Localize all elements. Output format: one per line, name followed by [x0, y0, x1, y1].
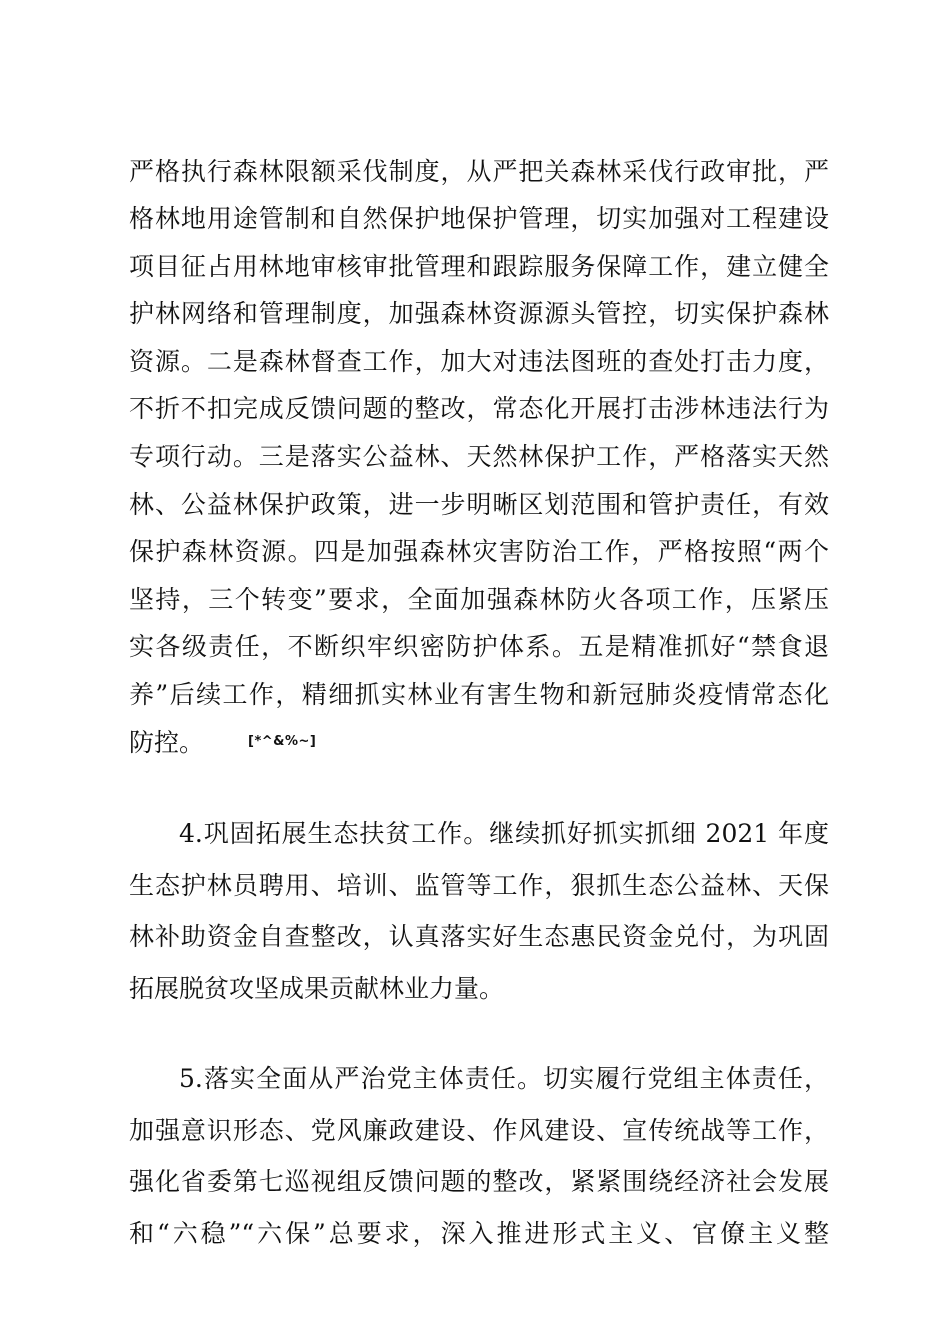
paragraph-1-line-9: 保护森林资源。四是加强森林灾害防治工作，严格按照“两个	[129, 537, 829, 566]
paragraph-1-line-8: 林、公益林保护政策，进一步明晰区划范围和管护责任，有效	[129, 490, 829, 519]
paragraph-1-line-12: 养”后续工作，精细抓实林业有害生物和新冠肺炎疫情常态化	[129, 680, 829, 709]
paragraph-2-line-3: 林补助资金自查整改，认真落实好生态惠民资金兑付，为巩固	[129, 922, 829, 951]
paragraph-2-line-2: 生态护林员聘用、培训、监管等工作，狠抓生态公益林、天保	[129, 871, 829, 900]
paragraph-1-line-4: 护林网络和管理制度，加强森林资源源头管控，切实保护森林	[129, 299, 829, 328]
paragraph-1-line-3: 项目征占用林地审核审批管理和跟踪服务保障工作，建立健全	[129, 252, 829, 281]
paragraph-2-line-4: 拓展脱贫攻坚成果贡献林业力量。	[129, 974, 505, 1003]
paragraph-1-line-6: 不折不扣完成反馈问题的整改，常态化开展打击涉林违法行为	[129, 394, 829, 423]
paragraph-1-line-13: 防控。	[129, 728, 205, 757]
paragraph-1-line-5: 资源。二是森林督查工作，加大对违法图班的查处打击力度，	[129, 347, 829, 376]
paragraph-3-line-1: 5.落实全面从严治党主体责任。切实履行党组主体责任，	[179, 1064, 829, 1093]
paragraph-1-line-11: 实各级责任，不断织牢织密防护体系。五是精准抓好“禁食退	[129, 632, 829, 661]
paragraph-3-line-3: 强化省委第七巡视组反馈问题的整改，紧紧围绕经济社会发展	[129, 1167, 829, 1196]
paragraph-1-line-1: 严格执行森林限额采伐制度，从严把关森林采伐行政审批，严	[129, 157, 829, 186]
paragraph-1-line-10: 坚持，三个转变”要求，全面加强森林防火各项工作，压紧压	[129, 585, 829, 614]
placeholder-marker: [*^&%~]	[248, 734, 317, 749]
paragraph-2-line-1: 4.巩固拓展生态扶贫工作。继续抓好抓实抓细 2021 年度	[179, 819, 829, 848]
paragraph-3-line-2: 加强意识形态、党风廉政建设、作风建设、宣传统战等工作，	[129, 1116, 829, 1145]
paragraph-1-line-7: 专项行动。三是落实公益林、天然林保护工作，严格落实天然	[129, 442, 829, 471]
paragraph-3-line-4: 和“六稳”“六保”总要求，深入推进形式主义、官僚主义整	[129, 1219, 829, 1248]
paragraph-1-line-2: 格林地用途管制和自然保护地保护管理，切实加强对工程建设	[129, 204, 829, 233]
